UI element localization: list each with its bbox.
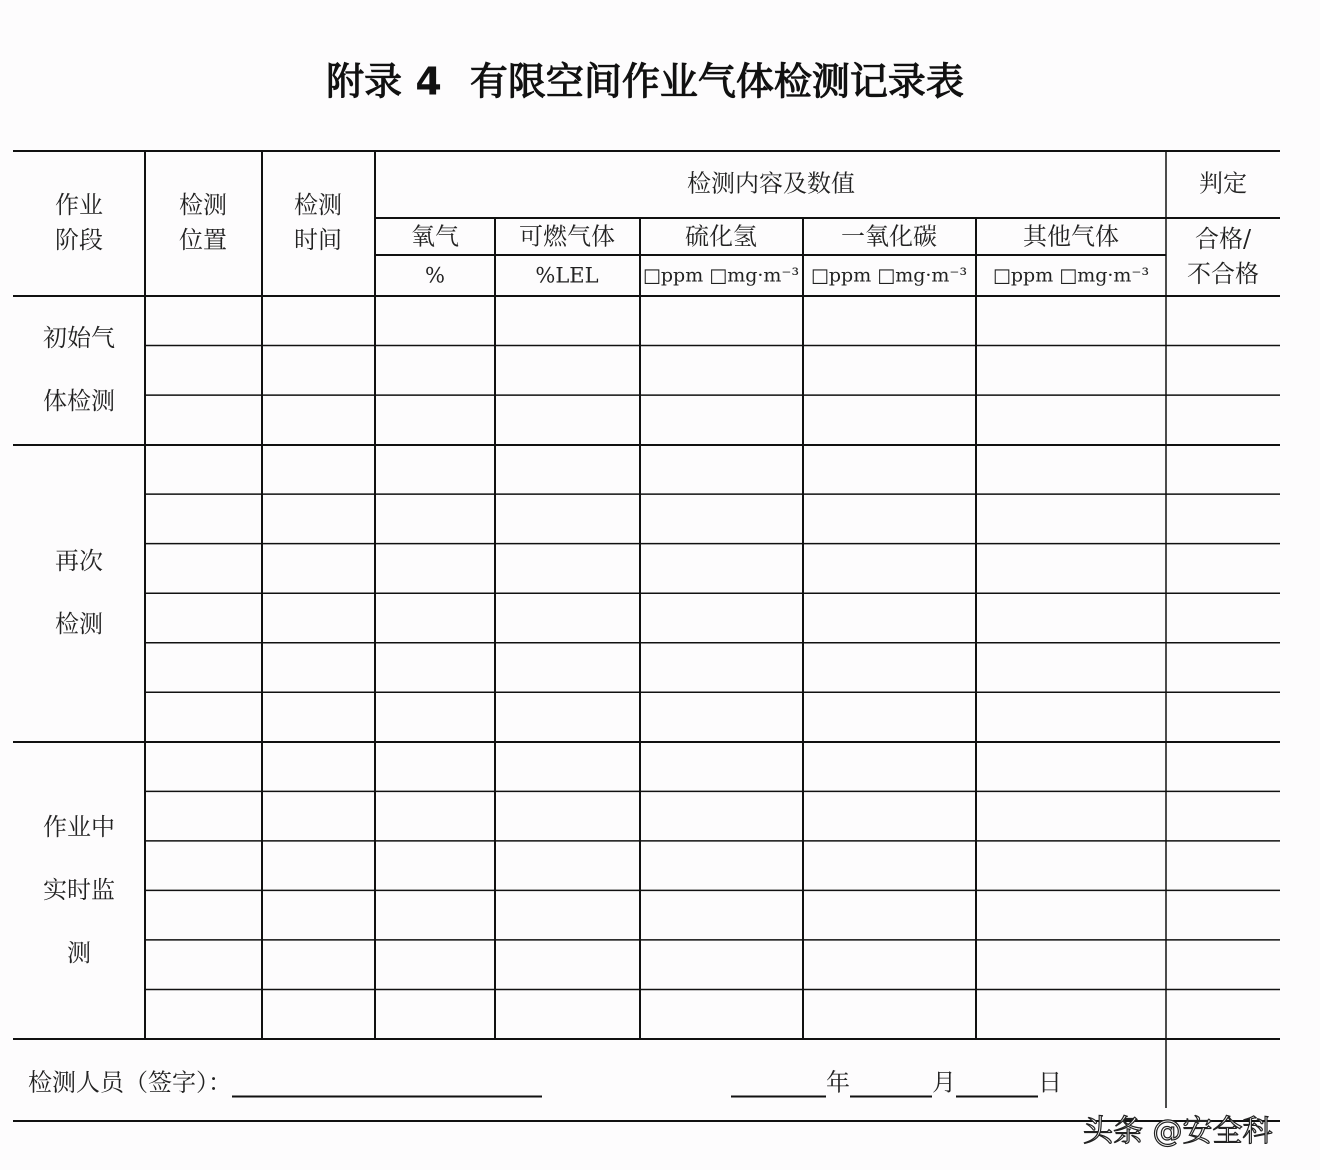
gas-unit-other: □ppm □mg·m⁻³: [992, 264, 1150, 287]
gas-unit-co: □ppm □mg·m⁻³: [810, 264, 968, 287]
title-main: 有限空间作业气体检测记录表: [469, 59, 964, 104]
header-location: 检测 位置: [179, 191, 227, 254]
group-initial-label: 初始气 体检测: [43, 324, 115, 415]
gas-name-other: 其他气体: [1023, 222, 1119, 251]
header-stage: 作业 阶段: [55, 191, 103, 254]
group-recheck-label: 再次 检测: [55, 547, 103, 638]
date-field[interactable]: [731, 1063, 1062, 1098]
gas-name-co: 一氧化碳: [841, 222, 937, 251]
gas-name-oxygen: 氧气: [411, 222, 459, 251]
watermark: 头条 @安全科: [1083, 1114, 1273, 1149]
month-label: 月: [932, 1068, 956, 1097]
title-prefix: 附录 4: [326, 59, 442, 104]
header-content: 检测内容及数值: [687, 169, 855, 198]
gas-unit-combustible: %LEL: [535, 263, 599, 288]
year-label: 年: [826, 1068, 850, 1097]
day-label: 日: [1038, 1068, 1062, 1097]
header-judgement-values: 合格/ 不合格: [1187, 225, 1259, 288]
gas-name-h2s: 硫化氢: [685, 222, 757, 251]
header-time: 检测 时间: [294, 191, 342, 254]
gas-name-combustible: 可燃气体: [519, 222, 615, 251]
signer-label: 检测人员（签字）：: [28, 1068, 232, 1097]
signer-field[interactable]: [28, 1063, 542, 1098]
gas-unit-h2s: □ppm □mg·m⁻³: [642, 264, 800, 287]
header-judgement: 判定: [1199, 169, 1247, 198]
gas-unit-oxygen: %: [425, 263, 445, 288]
group-realtime-label: 作业中 实时监 测: [43, 812, 115, 967]
